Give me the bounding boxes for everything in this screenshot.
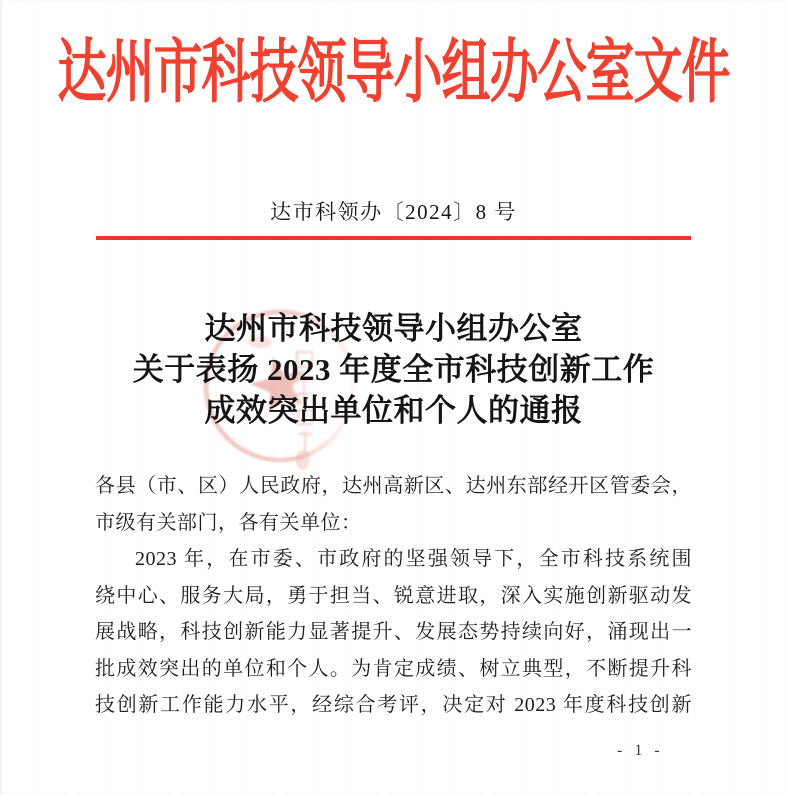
- document-number: 达市科领办〔2024〕8 号: [270, 200, 517, 224]
- red-separator-rule: [96, 236, 691, 240]
- document-masthead: 达州市科技领导小组办公室文件: [57, 32, 730, 112]
- title-line-2: 关于表扬 2023 年度全市科技创新工作: [132, 352, 655, 387]
- salutation-line-1: 各县（市、区）人民政府，达州高新区、达州东部经开区管委会，: [95, 475, 692, 497]
- body-line-1: 2023 年，在市委、市政府的坚强领导下，全市科技系统围: [135, 548, 692, 570]
- body-line-4: 批成效突出的单位和个人。为肯定成绩、树立典型，不断提升科: [95, 657, 692, 680]
- body-line-2: 绕中心、服务大局，勇于担当、锐意进取，深入实施创新驱动发: [95, 584, 692, 607]
- page-number: - 1 -: [617, 742, 664, 759]
- body-line-5: 技创新工作能力水平，经综合考评，决定对 2023 年度科技创新: [95, 694, 692, 716]
- salutation-line-2: 市级有关部门，各有关单位：: [95, 511, 362, 534]
- document-body: [95, 468, 692, 724]
- document-title: [0, 308, 787, 431]
- title-line-3: 成效突出单位和个人的通报: [204, 393, 583, 428]
- body-line-3: 展战略，科技创新能力显著提升、发展态势持续向好，涌现出一: [95, 621, 692, 643]
- title-line-1: 达州市科技领导小组办公室: [204, 311, 583, 346]
